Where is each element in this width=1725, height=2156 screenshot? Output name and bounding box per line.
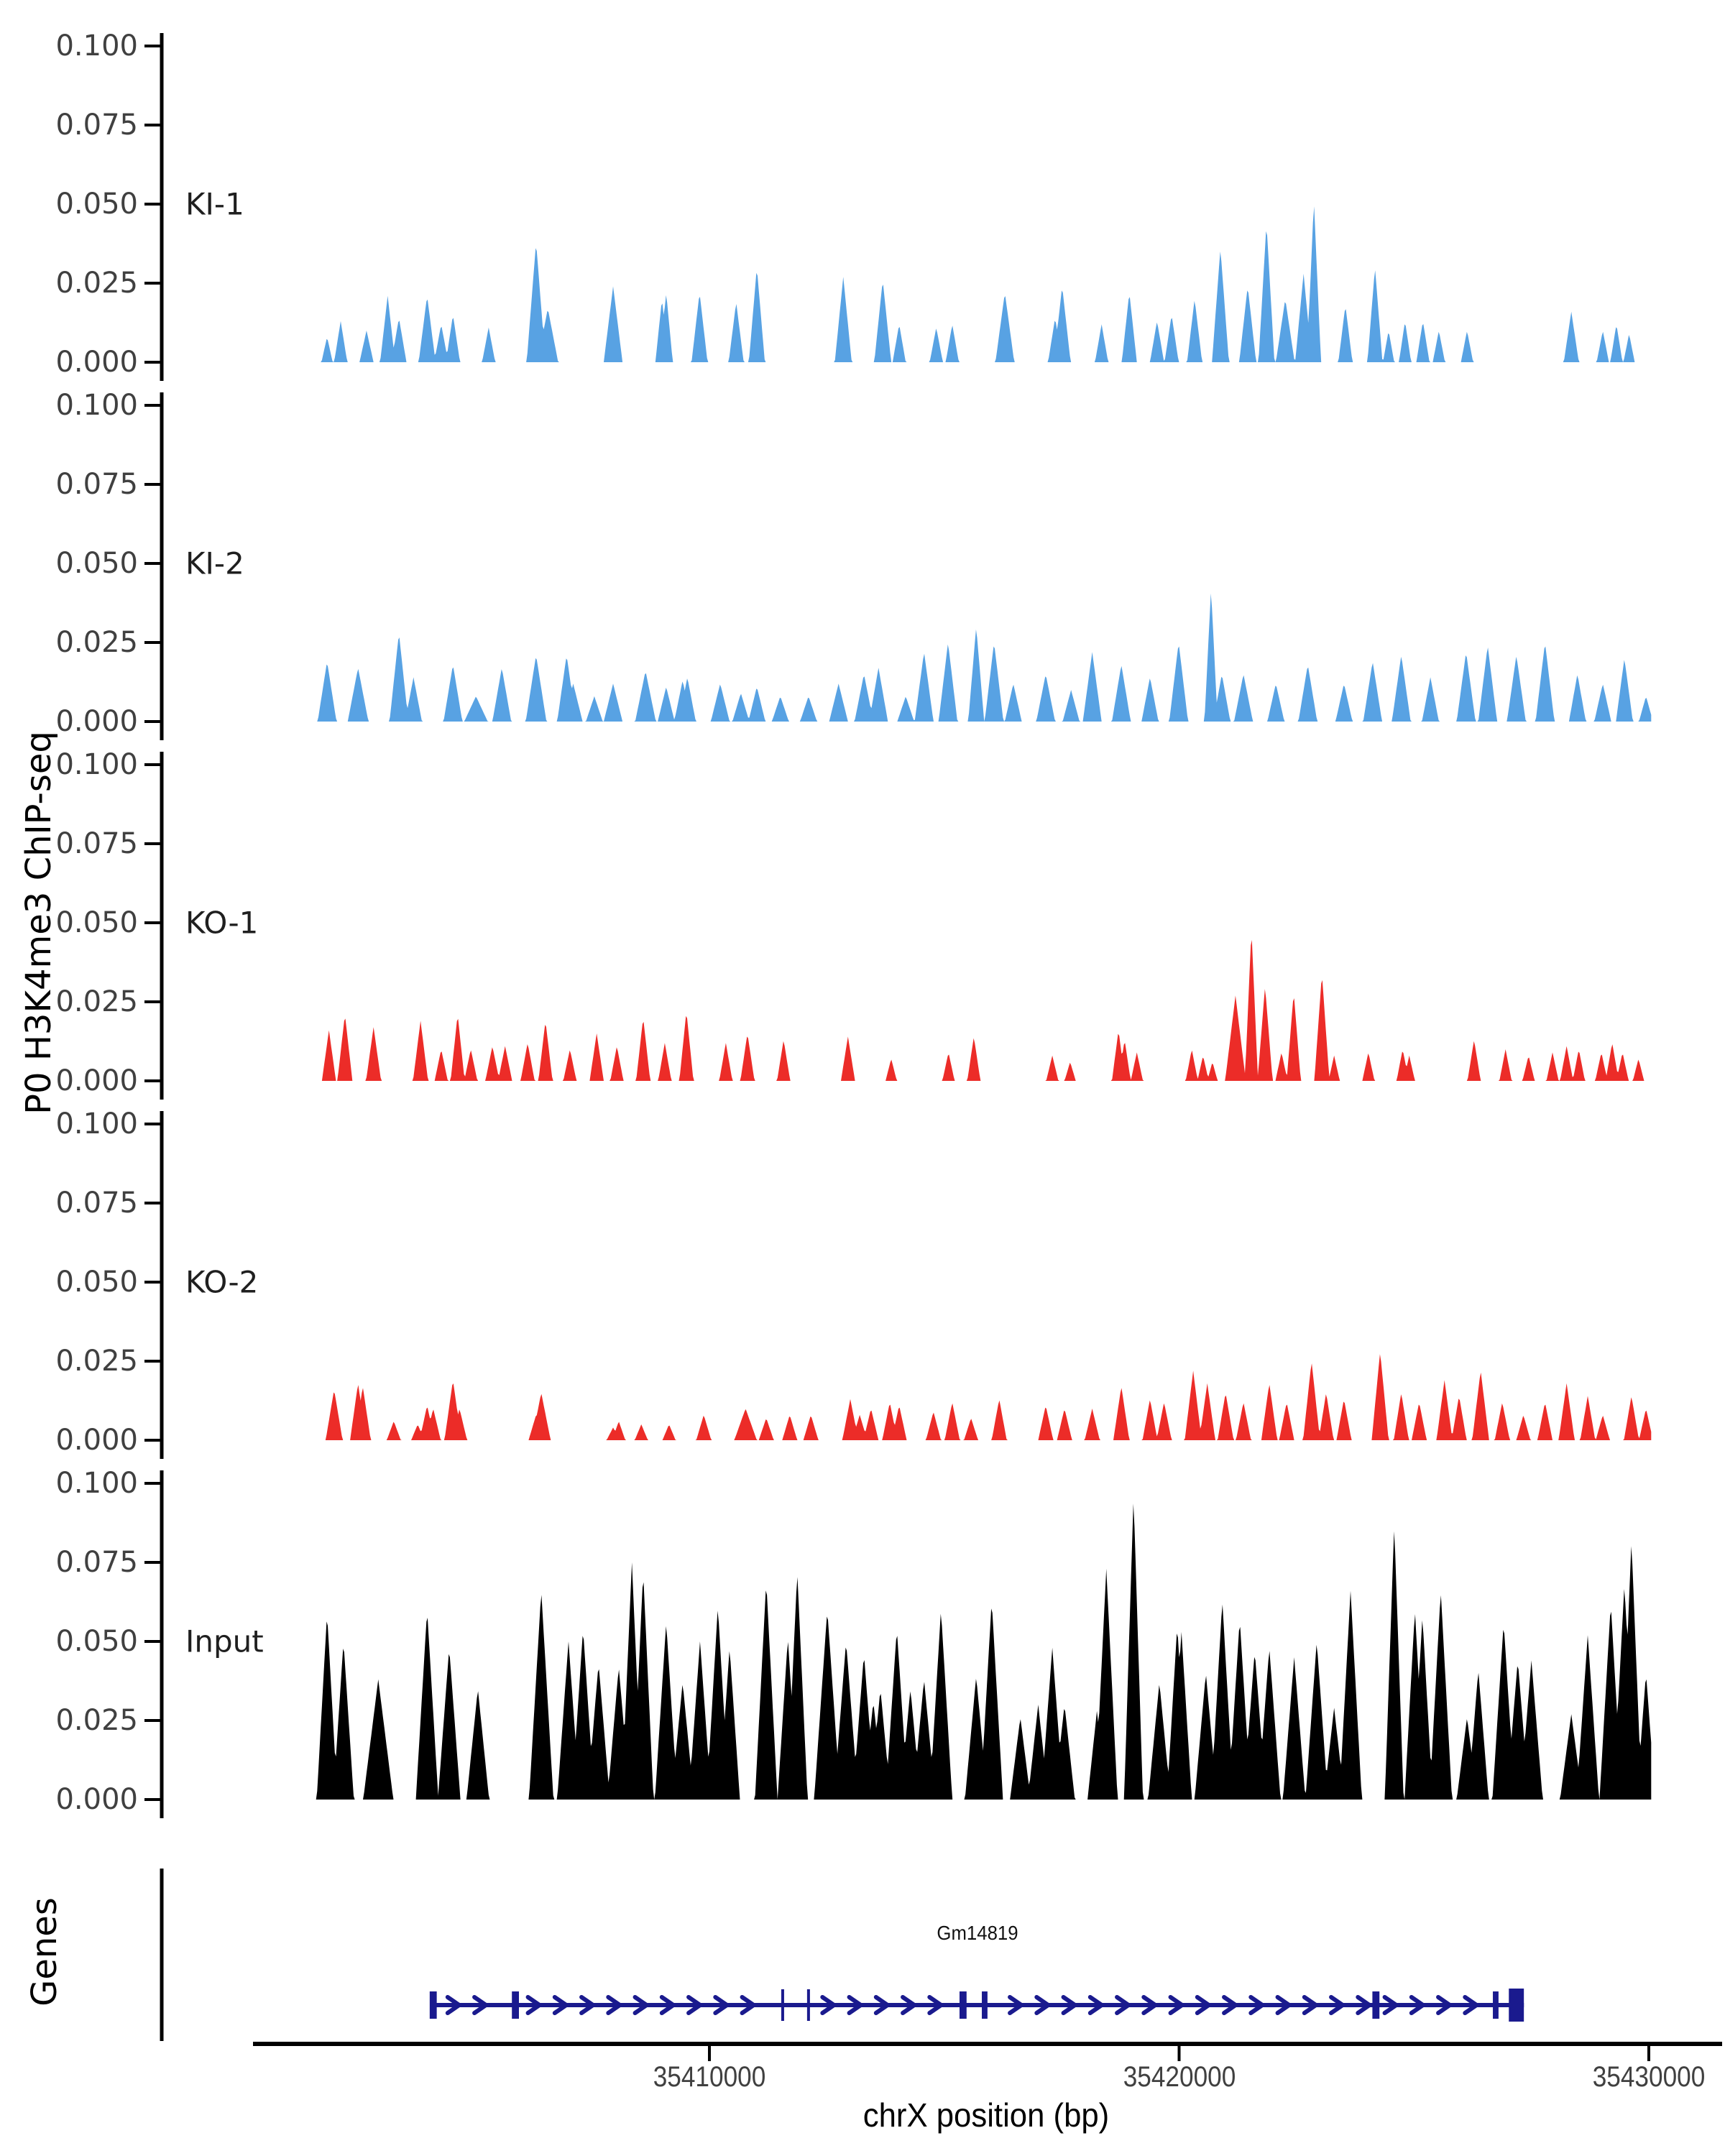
- y-tick-label: 0.075: [55, 827, 138, 860]
- y-axis-title: P0 H3K4me3 ChIP-seq: [19, 731, 59, 1115]
- x-tick-label: 35430000: [1592, 2061, 1706, 2093]
- gene-name-label: Gm14819: [937, 1922, 1018, 1944]
- x-tick-label: 35410000: [653, 2061, 766, 2093]
- y-tick-label: 0.100: [55, 748, 138, 781]
- y-tick-label: 0.025: [55, 267, 138, 300]
- gene-exon: [430, 1991, 437, 2019]
- track-label-ki-1: KI-1: [185, 186, 244, 222]
- y-tick-label: 0.025: [55, 1704, 138, 1737]
- y-tick-label: 0.025: [55, 985, 138, 1018]
- track-label-input: Input: [185, 1623, 264, 1659]
- track-area-input: [310, 1503, 1652, 1800]
- gene-exon: [1509, 1989, 1524, 2022]
- y-tick-label: 0.000: [55, 346, 138, 379]
- y-tick-label: 0.100: [55, 389, 138, 422]
- y-tick-label: 0.000: [55, 705, 138, 738]
- gene-exon: [960, 1991, 967, 2019]
- y-tick-label: 0.100: [55, 1467, 138, 1500]
- y-tick-label: 0.075: [55, 109, 138, 142]
- y-tick-label: 0.000: [55, 1783, 138, 1816]
- track-area-ko-2: [310, 1354, 1652, 1440]
- y-tick-label: 0.025: [55, 626, 138, 659]
- y-tick-label: 0.000: [55, 1424, 138, 1457]
- y-tick-label: 0.075: [55, 1187, 138, 1220]
- y-tick-label: 0.050: [55, 188, 138, 221]
- gene-exon: [781, 1989, 784, 2021]
- x-axis-title: chrX position (bp): [862, 2096, 1110, 2134]
- y-tick-label: 0.100: [55, 29, 138, 63]
- track-area-ko-1: [310, 940, 1652, 1081]
- gene-exon: [807, 1989, 810, 2021]
- y-tick-label: 0.075: [55, 468, 138, 501]
- track-label-ko-2: KO-2: [185, 1264, 259, 1300]
- x-tick-label: 35420000: [1123, 2061, 1236, 2093]
- gene-exon: [1372, 1991, 1379, 2019]
- track-area-ki-1: [310, 206, 1652, 362]
- y-tick-label: 0.050: [55, 906, 138, 939]
- y-tick-label: 0.100: [55, 1107, 138, 1141]
- y-tick-label: 0.000: [55, 1064, 138, 1097]
- gene-exon: [512, 1991, 519, 2019]
- y-tick-label: 0.025: [55, 1345, 138, 1378]
- track-label-ki-2: KI-2: [185, 545, 244, 581]
- genes-panel-title: Genes: [24, 1897, 65, 2007]
- y-tick-label: 0.075: [55, 1546, 138, 1579]
- gene-exon: [982, 1991, 988, 2019]
- track-label-ko-1: KO-1: [185, 905, 259, 941]
- y-tick-label: 0.050: [55, 547, 138, 580]
- track-area-ki-2: [310, 594, 1652, 722]
- gene-exon: [1493, 1991, 1499, 2019]
- y-tick-label: 0.050: [55, 1266, 138, 1299]
- y-tick-label: 0.050: [55, 1625, 138, 1658]
